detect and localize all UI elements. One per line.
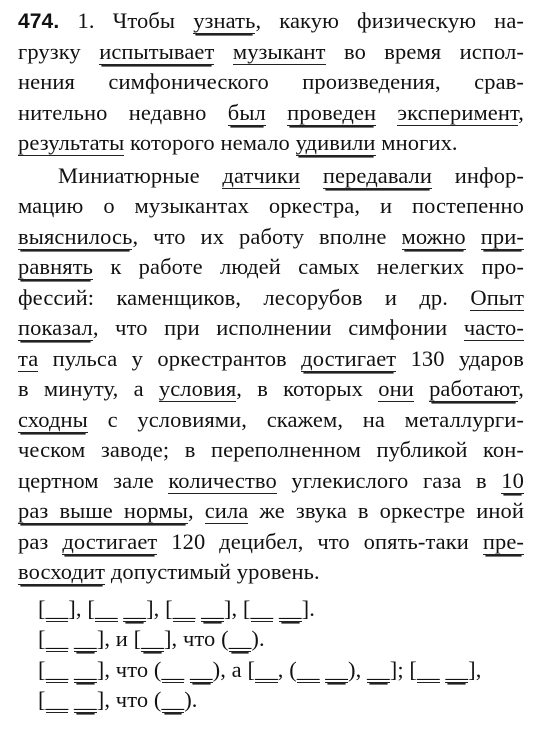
text-run: раз [18, 528, 63, 554]
predicate-underline: __ [201, 595, 224, 621]
text-run: [ [38, 626, 46, 651]
subject-underline: __ [45, 656, 69, 682]
paragraph-2-line [18, 374, 524, 404]
predicate-underline: __ [123, 595, 147, 621]
text-run: же звука в оркестре иной [248, 498, 524, 523]
paragraph-1-line [18, 6, 524, 37]
paragraph-2-line [18, 435, 524, 465]
text-run: Миниатюрные [58, 162, 223, 188]
paragraph-2-line [18, 527, 524, 557]
text-run: [ [38, 656, 46, 682]
paragraph-2-line [18, 405, 524, 435]
text-run: грузку [18, 38, 100, 64]
subject-underline: __ [94, 595, 118, 621]
text-run: [ [38, 595, 46, 621]
scheme-line [38, 624, 528, 654]
paragraph-2-line [18, 191, 524, 221]
text-run: допустимый уровень. [105, 559, 320, 584]
subject-underline: __ [45, 626, 69, 651]
predicate-underline: сходны [18, 406, 88, 432]
predicate-underline: 10 [501, 467, 524, 493]
predicate-underline: достигает [301, 345, 397, 371]
text-run: 120 децибел, что опять-таки [157, 528, 483, 554]
text-run [300, 163, 323, 188]
paragraph-2-line [18, 222, 524, 252]
text-run: ). [251, 626, 265, 651]
predicate-underline: раз выше нормы [18, 498, 188, 523]
subject-underline: __ [45, 595, 69, 621]
text-run: к работе людей самых нелегких про- [93, 254, 524, 279]
text-run: 130 ударов [396, 345, 524, 371]
text-run: мацию о музыкантах оркестра, и постепенно [18, 193, 524, 218]
subject-underline: __ [161, 656, 185, 682]
predicate-underline: __ [445, 656, 469, 682]
predicate-underline: __ [367, 656, 390, 682]
text-run: [ [38, 687, 46, 712]
paragraph-2-line [18, 496, 524, 526]
scheme-line [38, 685, 528, 715]
subject-underline: __ [172, 595, 196, 621]
predicate-underline: __ [325, 656, 348, 682]
text-run: во время испол- [325, 38, 524, 64]
subject-underline: та [18, 345, 39, 371]
paragraph-1-line [18, 37, 524, 67]
predicate-underline: можно [401, 223, 466, 249]
predicate-underline: достигает [62, 528, 158, 554]
predicate-underline: __ [74, 656, 97, 682]
predicate-underline: __ [161, 687, 185, 712]
predicate-underline: пре- [482, 528, 524, 554]
text-run: , ( [277, 656, 297, 682]
text-run: ], что ( [96, 687, 162, 712]
text-run: фессий: каменщиков, лесорубов и др. [18, 284, 471, 310]
predicate-underline: передавали [322, 162, 433, 188]
text-run: с условиями, скажем, на металлурги- [87, 406, 524, 432]
text-run: которого немало [124, 130, 296, 155]
text-run: ), а [ [212, 656, 256, 682]
predicate-underline: узнать [193, 8, 256, 33]
predicate-underline: __ [228, 626, 252, 651]
text-run: , в которых [236, 376, 379, 401]
subject-underline: результаты [18, 130, 125, 155]
predicate-underline: равнять [18, 254, 94, 279]
text-run: в минуту, а [18, 376, 159, 401]
predicate-underline: выяснилось [18, 223, 133, 249]
predicate-underline: удивили [295, 130, 376, 155]
text-run: ). [184, 687, 198, 712]
predicate-underline: проведен [287, 99, 377, 125]
predicate-underline: __ [278, 595, 302, 621]
predicate-underline: был [227, 99, 266, 125]
text-run: 1. Чтобы [77, 8, 194, 33]
subject-underline: условия [158, 376, 237, 401]
subject-underline: часто- [463, 315, 524, 340]
text-run: ]. [301, 595, 315, 621]
subject-underline: __ [250, 595, 274, 621]
paragraph-2-line [18, 466, 524, 496]
paragraph-2-line [18, 283, 524, 313]
paragraph-2-line [18, 252, 524, 282]
paragraph-1-line [18, 67, 524, 97]
text-run: ]; [ [389, 656, 417, 682]
subject-underline: эксперимент [397, 99, 519, 125]
paragraph-2-line [18, 557, 524, 587]
text-run: , [187, 498, 205, 523]
subject-underline: они [378, 376, 414, 401]
text-run: инфор- [432, 162, 524, 188]
text-run: ], что ( [96, 656, 162, 682]
paragraph-1-line [18, 128, 524, 158]
predicate-underline: показал [18, 315, 93, 340]
predicate-underline: __ [74, 626, 97, 651]
subject-underline: датчики [222, 162, 301, 188]
text-run: ], и [ [96, 626, 142, 651]
scheme-line [38, 594, 528, 624]
text-run: ], что ( [163, 626, 229, 651]
subject-underline: __ [255, 656, 278, 682]
text-run: , какую физическую на- [255, 8, 525, 33]
subject-underline: сила [204, 498, 249, 523]
subject-underline: __ [296, 656, 320, 682]
text-run: , [518, 376, 524, 401]
paragraph-2-line [18, 313, 524, 343]
text-run: углекислого газа в [276, 467, 502, 493]
text-run: , что при исполнении симфонии [92, 315, 464, 340]
text-run: , что их работу вполне [132, 223, 402, 249]
predicate-underline: при- [480, 223, 524, 249]
scheme-line [38, 655, 528, 685]
paragraph-1-line [18, 98, 524, 128]
predicate-underline: __ [74, 687, 97, 712]
text-run: нительно недавно [18, 99, 228, 125]
text-run: ], [468, 656, 482, 682]
predicate-underline: испытывает [99, 38, 215, 64]
text-run: многих. [375, 130, 458, 155]
predicate-underline: __ [189, 656, 213, 682]
paragraph-2-line [18, 344, 524, 374]
predicate-underline: восходит [18, 559, 106, 584]
predicate-underline: __ [141, 626, 164, 651]
subject-underline: количество [168, 467, 277, 493]
subject-underline: музыкант [232, 38, 326, 64]
subject-underline: __ [45, 687, 69, 712]
text-run [414, 376, 429, 401]
text-run: ], [ [68, 595, 95, 621]
text-run [466, 224, 481, 249]
text-run: ческом заводе; в переполненном публикой кон- [18, 437, 524, 462]
predicate-underline: работают [429, 376, 519, 401]
text-run: ], [ [223, 595, 251, 621]
text-run: цертном зале [18, 467, 169, 493]
subject-underline: Опыт [470, 284, 524, 310]
text-run [266, 100, 287, 125]
text-run [376, 100, 397, 125]
text-run: пульса у оркестрантов [38, 345, 302, 371]
exercise-number: 474. [18, 10, 78, 33]
text-run: нения симфонического произведения, срав- [18, 69, 524, 94]
text-run: , [518, 99, 524, 125]
text-run [214, 39, 232, 64]
text-run: ), [347, 656, 368, 682]
paragraph-2-line [18, 161, 524, 191]
subject-underline: __ [417, 656, 440, 682]
text-run: ], [ [146, 595, 173, 621]
